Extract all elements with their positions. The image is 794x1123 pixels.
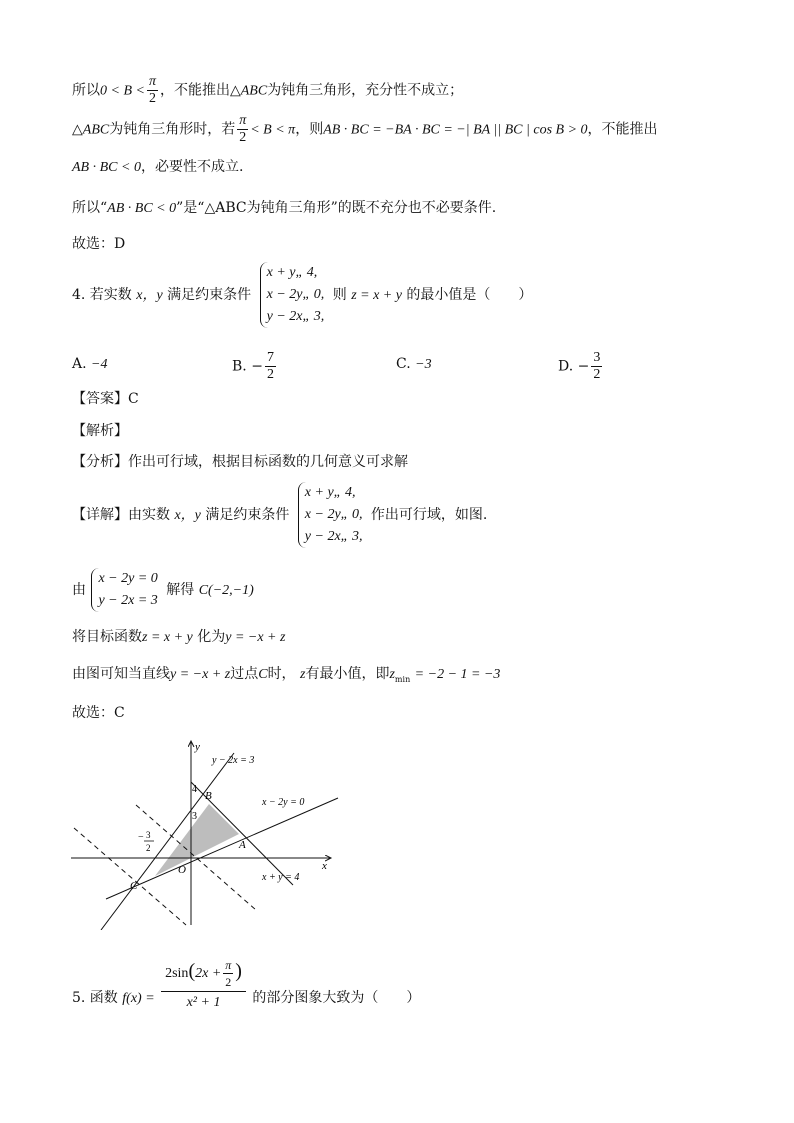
math: △ABC bbox=[229, 83, 268, 99]
math: △ABC bbox=[72, 122, 110, 138]
point-a-label: A bbox=[239, 839, 246, 851]
point-c-label: C bbox=[130, 880, 138, 892]
detailed-solution: 【详解】由实数 x，y 满足约束条件 x + y„ 4, x − 2y„ 0, y − 2x„ 3, 作出可行域，如图. bbox=[72, 482, 487, 548]
analysis-summary: 【分析】作出可行域，根据目标函数的几何意义可求解 bbox=[72, 454, 408, 470]
tick-neg-sign: − bbox=[138, 832, 144, 843]
text: 所以“ bbox=[72, 200, 108, 216]
option-a[interactable]: A. −4 bbox=[72, 356, 108, 372]
text-line-3 bbox=[72, 157, 243, 178]
option-d[interactable]: D. − $\frac{3}{2}$ bbox=[558, 350, 601, 382]
tick-3: 3 bbox=[192, 811, 197, 822]
text: ，不能推出 bbox=[587, 121, 658, 138]
answer-choice: 故选：C bbox=[72, 705, 125, 721]
feasible-region bbox=[155, 804, 239, 876]
answer-tag: 【答案】 bbox=[72, 391, 128, 407]
equation-system: x − 2y = 0 y − 2x = 3 bbox=[91, 568, 157, 612]
text: 满足约束条件 bbox=[167, 287, 252, 303]
vector-expression: AB · BC < 0 bbox=[72, 160, 141, 175]
y-axis-label: y bbox=[195, 741, 200, 753]
constraint-system-2: x + y„ 4, x − 2y„ 0, y − 2x„ 3, bbox=[298, 482, 363, 548]
feasible-region-graph bbox=[66, 735, 346, 930]
tick-neg-den: 2 bbox=[146, 843, 151, 853]
tick-neg-num: 3 bbox=[146, 830, 151, 840]
fraction: $\frac{\pi}{2}$ bbox=[239, 113, 247, 145]
fraction: $\frac{\pi}{2}$ bbox=[148, 74, 156, 106]
option-b[interactable]: B. − $\frac{7}{2}$ bbox=[232, 350, 274, 382]
math: x，y bbox=[136, 288, 163, 303]
answer-line bbox=[72, 389, 139, 409]
text-line-2 bbox=[72, 113, 658, 146]
text: 为钝角三角形时，若 bbox=[109, 121, 236, 138]
text: ，则 bbox=[295, 121, 324, 138]
text: ”是“△ABC为钝角三角形”的既不充分也不必要条件. bbox=[176, 200, 497, 216]
question-5: 5. 函数 f(x) = 2sin(2x + $\frac{\pi}{2}$ ) x² + 1 的部分图象大致为（ ） bbox=[72, 948, 420, 1012]
text-line-4 bbox=[72, 198, 496, 219]
math: z = x + y bbox=[351, 288, 402, 303]
text: 4. 若实数 bbox=[72, 287, 132, 303]
text: ，不能推出 bbox=[159, 82, 230, 99]
constraint-system: x + y„ 4, x − 2y„ 0, y − 2x„ 3, bbox=[260, 262, 325, 328]
text: ，必要性不成立. bbox=[140, 159, 244, 175]
convert-line: 将目标函数z = x + y 化为y = −x + z bbox=[72, 629, 286, 645]
solve-line: 由 x − 2y = 0 y − 2x = 3 解得 C(−2,−1) bbox=[72, 568, 254, 612]
line2-label: x − 2y = 0 bbox=[262, 797, 305, 808]
options-row bbox=[72, 350, 672, 390]
text: 则 bbox=[332, 287, 347, 303]
conclusion-line: 由图可知当直线y = −x + z过点C时， z有最小值，即$z_{min} = -2 - 1 = -3$ bbox=[72, 666, 501, 684]
line3-label: x + y = 4 bbox=[262, 872, 300, 883]
vector-expression: AB · BC = −BA · BC = −| BA || BC | cos B > 0 bbox=[323, 122, 588, 138]
answer-choice-prev: 故选：D bbox=[72, 236, 126, 252]
tick-4: 4 bbox=[192, 784, 197, 795]
text: 的最小值是（ ） bbox=[406, 287, 533, 303]
function-fraction: 2sin(2x + $\frac{\pi}{2}$ ) x² + 1 bbox=[161, 954, 246, 1014]
origin-label: O bbox=[178, 864, 186, 876]
answer-value: C bbox=[128, 391, 139, 407]
question-4 bbox=[72, 262, 532, 328]
line1-label: y − 2x = 3 bbox=[212, 755, 255, 766]
analysis-tag: 【解析】 bbox=[72, 423, 128, 439]
math: 0 < B < bbox=[100, 83, 145, 99]
dashed-objective-line-1 bbox=[74, 828, 186, 925]
vector-expression: AB · BC < 0 bbox=[107, 201, 177, 216]
math: < B < π bbox=[250, 122, 296, 138]
option-c[interactable]: C. −3 bbox=[396, 356, 432, 372]
text: 所以 bbox=[72, 82, 100, 99]
text: 为钝角三角形，充分性不成立； bbox=[267, 82, 464, 99]
x-axis-label: x bbox=[322, 860, 327, 872]
text-line-1 bbox=[72, 74, 463, 107]
point-b-label: B bbox=[205, 790, 212, 802]
